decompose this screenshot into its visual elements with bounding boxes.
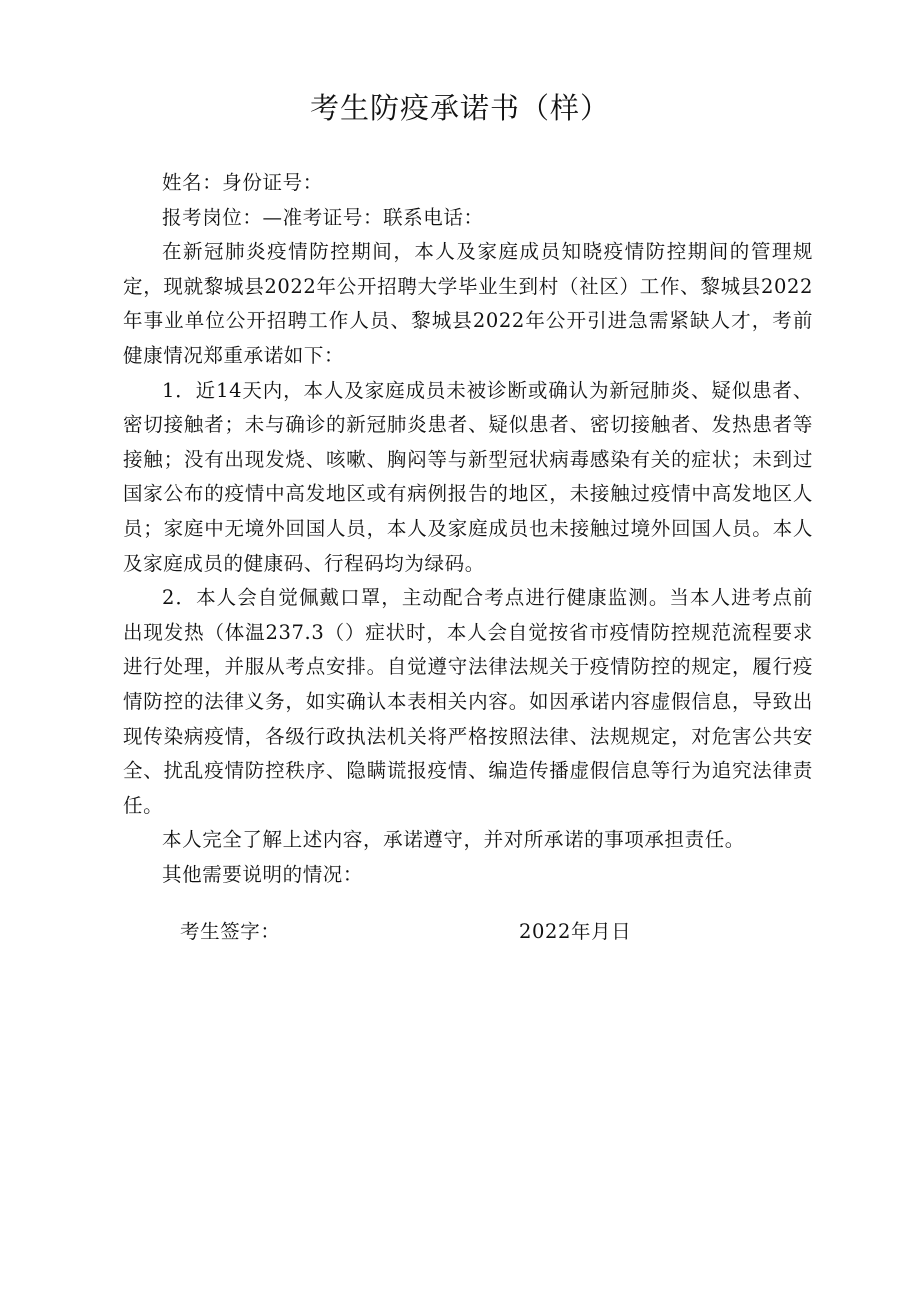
paragraph-commitment: 本人完全了解上述内容，承诺遵守，并对所承诺的事项承担责任。 bbox=[162, 828, 745, 852]
signature-date: 2022年月日 bbox=[519, 920, 632, 943]
paragraph-item-1: 1．近14天内，本人及家庭成员未被诊断或确认为新冠肺炎、疑似患者、密切接触者；未与确诊的新冠肺炎患者、疑似患者、密切接触者、发热患者等接触；没有出现发烧、咳嗽、胸闷等与新型冠状病毒感染有关的症状；未到过国家公布的疫情中高发地区或有病例报告的地区，未接触过疫情中高发地区人员；家庭中无境外回国人员，本人及家庭成员也未接触过境外回国人员。本人及家庭成员的健康码、行程码均为绿码。 bbox=[123, 378, 813, 575]
document-body bbox=[123, 166, 813, 892]
document-title: 考生防疫承诺书（样） bbox=[309, 91, 610, 125]
paragraph-intro: 在新冠肺炎疫情防控期间，本人及家庭成员知晓疫情防控期间的管理规定，现就黎城县2022年公开招聘大学毕业生到村（社区）工作、黎城县2022年事业单位公开招聘工作人员、黎城县2022年公开引进急需紧缺人才，考前健康情况郑重承诺如下： bbox=[123, 240, 813, 367]
field-line-position-contact: 报考岗位：—准考证号：联系电话： bbox=[162, 205, 484, 229]
paragraph-item-2: 2．本人会自觉佩戴口罩，主动配合考点进行健康监测。当本人进考点前出现发热（体温237.3（）症状时，本人会自觉按省市疫情防控规范流程要求进行处理，并服从考点安排。自觉遵守法律法规关于疫情防控的规定，履行疫情防控的法律义务，如实确认本表相关内容。如因承诺内容虚假信息，导致出现传染病疫情，各级行政执法机关将严格按照法律、法规规定，对危害公共安全、扰乱疫情防控秩序、隐瞒谎报疫情、编造传播虚假信息等行为追究法律责任。 bbox=[123, 586, 813, 817]
signature-label: 考生签字： bbox=[180, 920, 281, 943]
paragraph-other-notes: 其他需要说明的情况： bbox=[162, 862, 364, 886]
field-line-name-id: 姓名：身份证号： bbox=[162, 171, 323, 194]
